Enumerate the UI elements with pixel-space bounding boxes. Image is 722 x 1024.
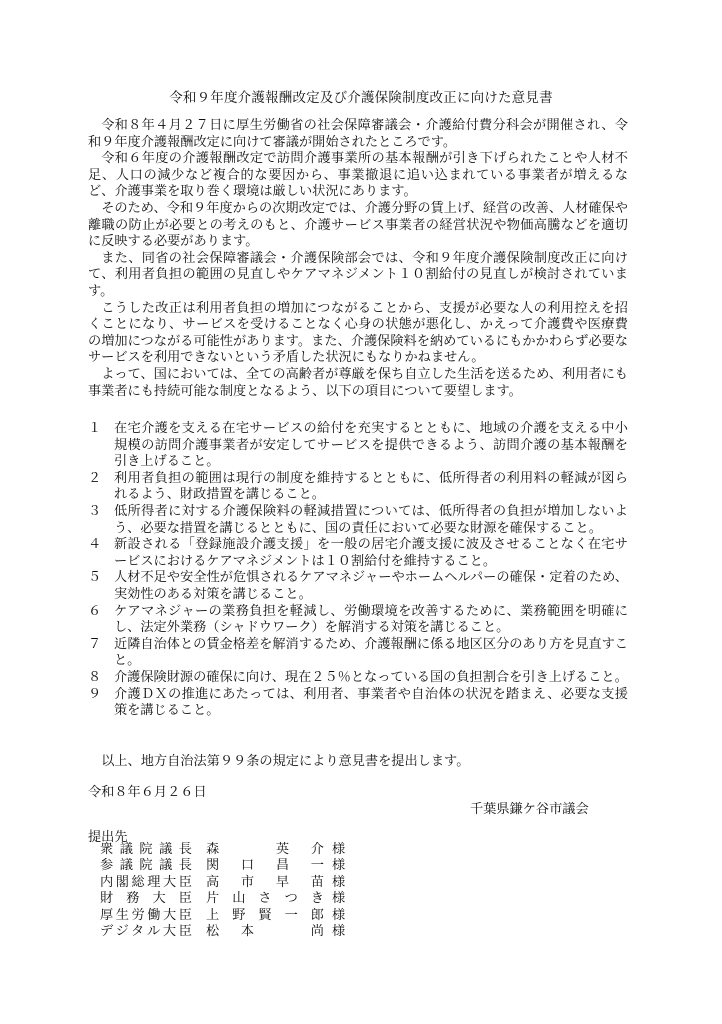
recipient-honorific: 様 [332,842,346,857]
item-text: ケアマネジャーの業務負担を軽減し、労働環境を改善するために、業務範囲を明確にし、法定外業務（シャドウワーク）を解消する対策を講じること。 [114,603,628,636]
request-item [88,687,628,720]
recipient-office: 内閣総理大臣 [100,874,192,890]
item-number: ６ [88,603,102,619]
paragraph: 令和６年度の介護報酬改定で訪問介護事業所の基本報酬が引き下げられたことや人材不足、人口の減少など複合的な要因から、事業撤退に追い込まれている事業者が増えるなど、介護事業を取り巻く環境は厳しい状況にあります。 [88,151,628,200]
recipient-honorific: 様 [332,874,346,890]
recipients-list [100,842,352,940]
recipient-row [100,891,352,907]
recipient-row [100,875,352,891]
request-item [88,604,628,637]
paragraph: よって、国においては、全ての高齢者が尊厳を保ち自立した生活を送るため、利用者にも事業者にも持続可能な制度となるよう、以下の項目について要望します。 [88,366,628,399]
item-number: ３ [88,503,102,519]
item-text: 近隣自治体との賃金格差を解消するため、介護報酬に係る地区区分のあり方を見直すこと。 [114,636,628,669]
recipient-office: デジタル大臣 [100,924,192,940]
recipient-row [100,924,352,940]
request-item [88,504,628,537]
paragraph: こうした改正は利用者負担の増加につながることから、支援が必要な人の利用控えを招くことになり、サービスを受けることなく心身の状態が悪化し、かえって介護費や医療費の増加につながる可能性があります。また、介護保険料を納めているにもかかわらず必要なサービスを利用できないという矛盾した状況にもなりかねません。 [88,300,628,366]
recipient-name: 関口昌一 [206,858,324,874]
request-item [88,637,628,670]
item-number: ８ [88,669,102,685]
recipient-name: 片山さつき [206,891,324,907]
recipient-office: 衆議院議長 [100,842,192,857]
request-items-list [88,421,628,720]
item-number: ４ [88,537,102,553]
recipient-honorific: 様 [332,858,346,874]
recipient-honorific: 様 [332,924,346,940]
recipient-name: 松本 尚 [206,924,324,940]
recipient-row [100,908,352,924]
request-item [88,537,628,570]
closing-statement: 以上、地方自治法第９９条の規定により意見書を提出します。 [101,754,470,769]
recipient-name: 森 英介 [206,842,324,857]
recipient-name: 上野賢一郎 [206,907,324,923]
recipient-honorific: 様 [332,891,346,907]
recipient-row [100,858,352,874]
item-number: ７ [88,636,102,652]
item-text: 介護ＤＸの推進にあたっては、利用者、事業者や自治体の状況を踏まえ、必要な支援策を講じること。 [114,686,628,719]
recipients-label: 提出先 [88,830,128,845]
item-text: 介護保険財源の確保に向け、現在２５％となっている国の負担割合を引き上げること。 [114,669,628,685]
recipient-office: 財務大臣 [100,891,192,907]
item-number: ５ [88,570,102,586]
recipient-row [100,842,352,858]
request-item [88,471,628,504]
request-item [88,670,628,687]
request-item [88,570,628,603]
document-title: 令和９年度介護報酬改定及び介護保険制度改正に向けた意見書 [169,90,553,106]
recipient-name: 高市早苗 [206,874,324,890]
document-date: 令和８年６月２６日 [88,785,207,800]
item-text: 人材不足や安全性が危惧されるケアマネジャーやホームヘルパーの確保・定着のため、実効性のある対策を講じること。 [114,570,628,602]
item-number: １ [88,421,102,436]
paragraph: 令和８年４月２７日に厚生労働省の社会保障審議会・介護給付費分科会が開催され、令和９年度介護報酬改定に向けて審議が開始されたところです。 [88,118,628,150]
item-number: ２ [88,470,102,486]
item-text: 在宅介護を支える在宅サービスの給付を充実するとともに、地域の介護を支える中小規模の訪問介護事業者が安定してサービスを提供できるよう、訪問介護の基本報酬を引き上げること。 [114,421,628,470]
item-text: 新設される「登録施設介護支援」を一般の居宅介護支援に波及させることなく在宅サービスにおけるケアマネジメントは１０割給付を維持すること。 [114,537,628,569]
recipient-office: 参議院議長 [100,858,192,874]
item-number: ９ [88,686,102,702]
recipient-honorific: 様 [332,907,346,923]
request-item [88,421,628,471]
paragraph: そのため、令和９年度からの次期改定では、介護分野の賃上げ、経営の改善、人材確保や離職の防止が必要との考えのもと、介護サービス事業者の経営状況や物価高騰などを適切に反映する必要があります。 [88,200,628,250]
item-text: 低所得者に対する介護保険料の軽減措置については、低所得者の負担が増加しないよう、必要な措置を講じるとともに、国の責任において必要な財源を確保すること。 [114,503,628,536]
recipient-office: 厚生労働大臣 [100,907,192,923]
paragraph: また、同省の社会保障審議会・介護保険部会では、令和９年度介護保険制度改正に向けて、利用者負担の範囲の見直しやケアマネジメント１０割給付の見直しが検討されています。 [88,250,628,299]
item-text: 利用者負担の範囲は現行の制度を維持するとともに、低所得者の利用料の軽減が図られるよう、財政措置を講じること。 [114,470,628,503]
document-body [88,118,628,400]
council-name: 千葉県鎌ケ谷市議会 [470,802,589,817]
